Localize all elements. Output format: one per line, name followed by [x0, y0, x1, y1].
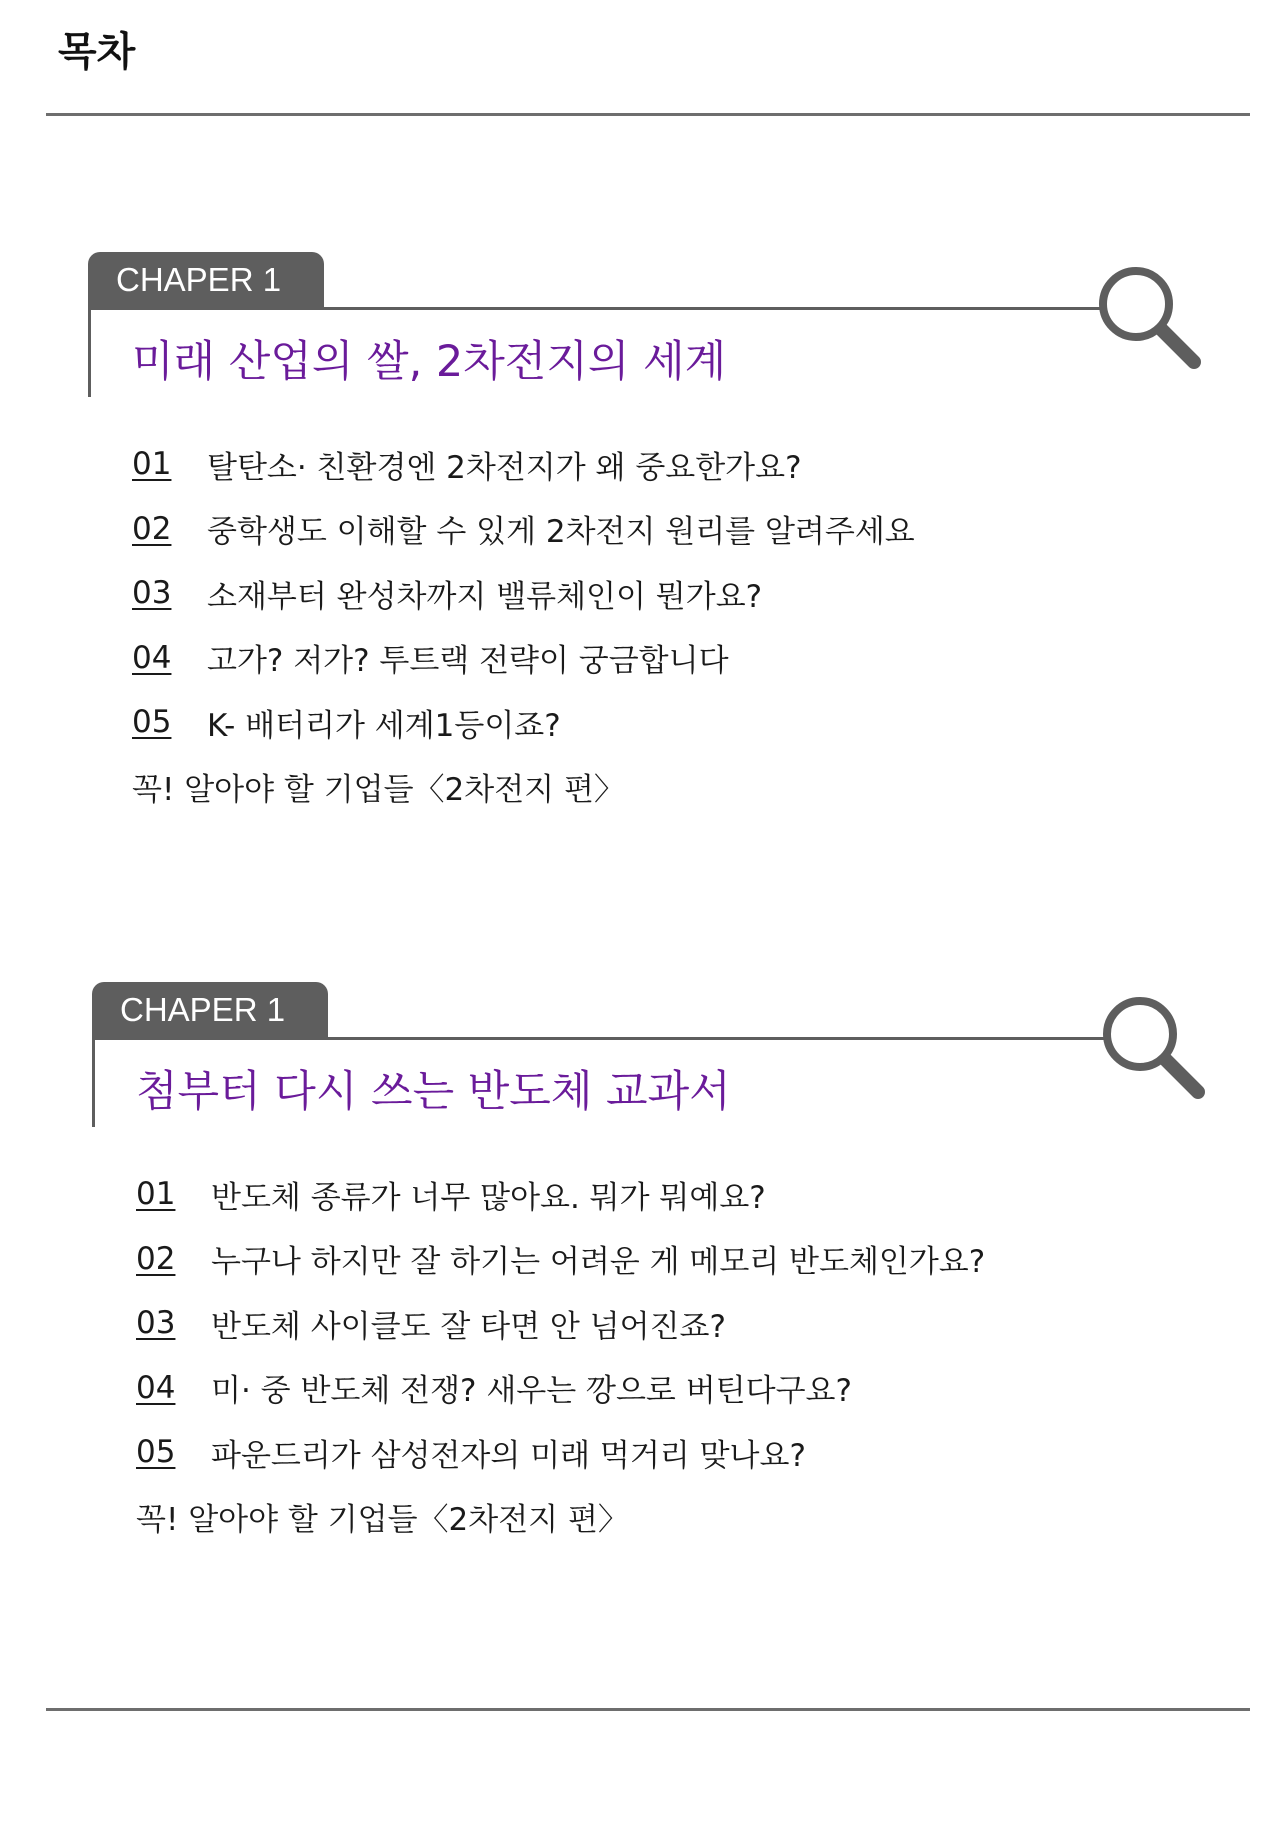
bottom-divider — [46, 1708, 1250, 1711]
toc-item[interactable] — [132, 690, 915, 755]
toc-item[interactable] — [136, 1420, 985, 1485]
toc-item[interactable] — [132, 432, 915, 497]
toc-item-title: 꼭! 알아야 할 기업들〈2차전지 편〉 — [132, 772, 625, 809]
toc-item-title: K- 배터리가 세계1등이죠? — [207, 707, 561, 744]
chapter-side-line — [92, 1037, 95, 1127]
chapter-header-line — [88, 307, 1100, 310]
toc-item-title: 반도체 종류가 너무 많아요. 뭐가 뭐예요? — [211, 1179, 766, 1216]
toc-item-title: 파운드리가 삼성전자의 미래 먹거리 맞나요? — [211, 1437, 806, 1474]
toc-item[interactable] — [136, 1162, 985, 1227]
toc-item-number: 01 — [136, 1176, 176, 1213]
toc-item[interactable] — [136, 1356, 985, 1421]
toc-item-number: 02 — [136, 1240, 176, 1277]
toc-item[interactable] — [132, 497, 915, 562]
toc-item-number: 05 — [132, 704, 172, 741]
toc-item-title: 꼭! 알아야 할 기업들〈2차전지 편〉 — [136, 1502, 629, 1539]
chapter-header-line — [92, 1037, 1104, 1040]
chapter-title: 미래 산업의 쌀, 2차전지의 세계 — [132, 337, 727, 387]
toc-list — [132, 432, 915, 819]
toc-item-number: 03 — [136, 1305, 176, 1342]
toc-item[interactable] — [132, 561, 915, 626]
toc-item-title: 미· 중 반도체 전쟁? 새우는 깡으로 버틴다구요? — [211, 1373, 852, 1410]
toc-item-number: 02 — [132, 510, 172, 547]
toc-item-title: 반도체 사이클도 잘 타면 안 넘어진죠? — [211, 1308, 726, 1345]
chapter-tab: CHAPER 1 — [92, 982, 328, 1037]
toc-item-number: 01 — [132, 446, 172, 483]
top-divider — [46, 113, 1250, 116]
magnifier-icon — [1100, 994, 1212, 1106]
toc-item[interactable] — [136, 1291, 985, 1356]
toc-item-title: 고가? 저가? 투트랙 전략이 궁금합니다 — [207, 643, 729, 680]
toc-item-companies[interactable] — [136, 1485, 985, 1550]
toc-list — [136, 1162, 985, 1549]
toc-item-title: 소재부터 완성차까지 밸류체인이 뭔가요? — [207, 578, 763, 615]
toc-item-number: 04 — [132, 639, 172, 676]
page-title: 목차 — [58, 29, 136, 75]
toc-item[interactable] — [136, 1227, 985, 1292]
toc-item-title: 탈탄소· 친환경엔 2차전지가 왜 중요한가요? — [207, 449, 802, 486]
chapter-tab: CHAPER 1 — [88, 252, 324, 307]
toc-item-number: 04 — [136, 1369, 176, 1406]
chapter-section-2 — [92, 982, 1242, 1542]
toc-item-title: 누구나 하지만 잘 하기는 어려운 게 메모리 반도체인가요? — [211, 1244, 986, 1281]
toc-item-number: 05 — [136, 1434, 176, 1471]
chapter-section-1 — [88, 252, 1238, 812]
toc-item-number: 03 — [132, 575, 172, 612]
chapter-side-line — [88, 307, 91, 397]
chapter-title: 첨부터 다시 쓰는 반도체 교과서 — [136, 1067, 731, 1117]
toc-item-title: 중학생도 이해할 수 있게 2차전지 원리를 알려주세요 — [207, 514, 915, 551]
toc-item[interactable] — [132, 626, 915, 691]
toc-item-companies[interactable] — [132, 755, 915, 820]
magnifier-icon — [1096, 264, 1208, 376]
